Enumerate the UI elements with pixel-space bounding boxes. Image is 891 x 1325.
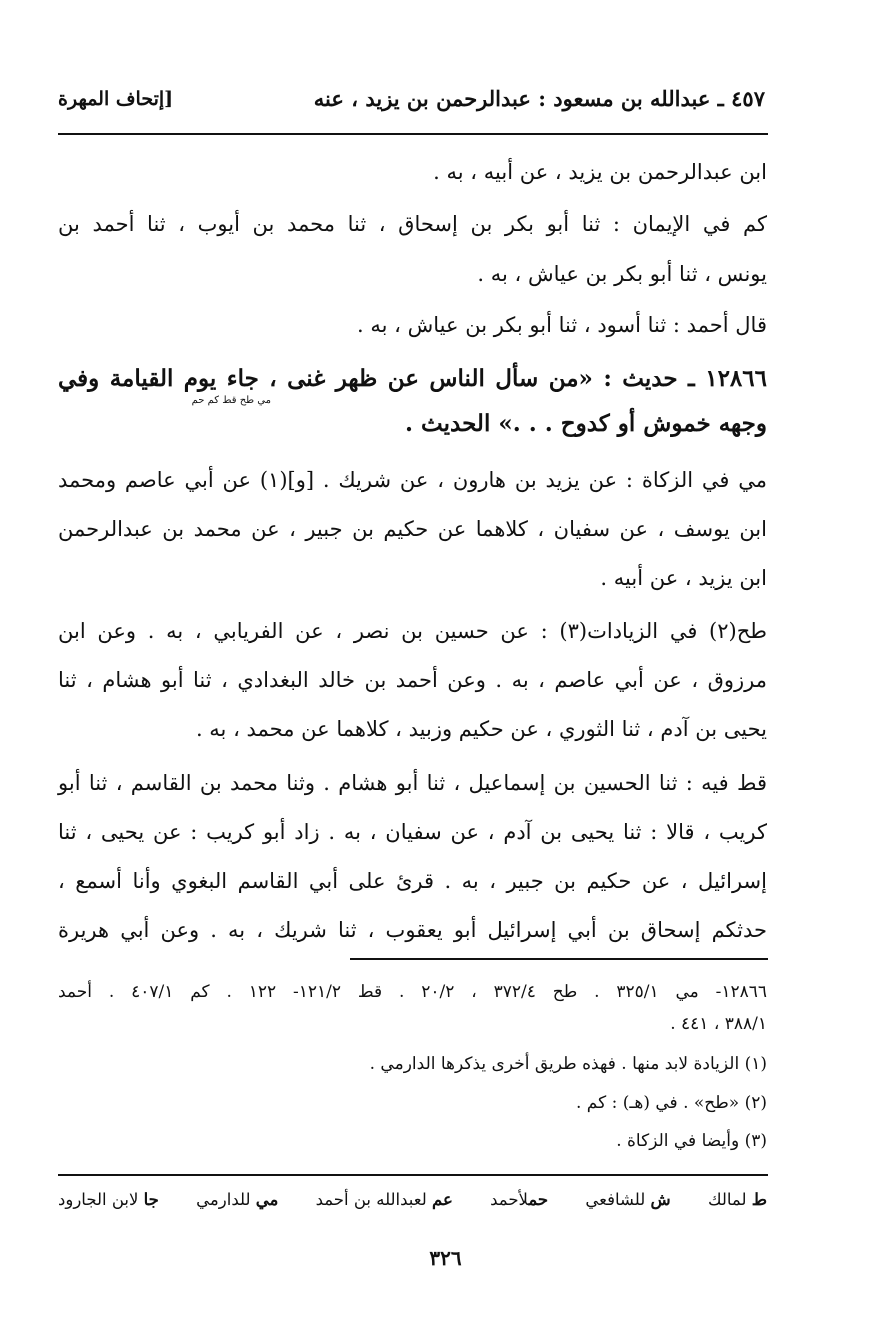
footnote-references: ١٢٨٦٦- مي ٣٢٥/١ . طح ٣٧٢/٤ ، ٢٠/٢ . قط ١٢١/٢- ١٢٢ . كم ٤٠٧/١ . أحمد bbox=[58, 982, 768, 1002]
abbreviation-item: عم لعبدالله بن أحمد bbox=[315, 1190, 453, 1209]
footnote: (١) الزيادة لابد منها . فهذه طريق أخرى يذكرها الدارمي . bbox=[369, 1054, 767, 1074]
body-line: مي في الزكاة : عن يزيد بن هارون ، عن شريك . [و](١) عن أبي عاصم ومحمد bbox=[58, 468, 767, 492]
hadith-sigla: مي طح قط كم حم bbox=[191, 395, 271, 406]
body-line: إسرائيل ، عن حكيم بن جبير ، به . قرئ على أبي القاسم البغوي وأنا أسمع ، bbox=[58, 869, 767, 893]
footnote-rule bbox=[350, 958, 768, 960]
body-line: قال أحمد : ثنا أسود ، ثنا أبو بكر بن عياش ، به . bbox=[357, 313, 767, 337]
body-line: طح(٢) في الزيادات(٣) : عن حسين بن نصر ، عن الفريابي ، به . وعن ابن bbox=[58, 619, 768, 643]
body-line: كم في الإيمان : ثنا أبو بكر بن إسحاق ، ثنا محمد بن أيوب ، ثنا أحمد بن bbox=[58, 212, 767, 236]
footnote: (٣) وأيضا في الزكاة . bbox=[616, 1131, 767, 1151]
abbreviation-item: مي للدارمي bbox=[196, 1190, 279, 1209]
body-line: ابن يوسف ، عن سفيان ، كلاهما عن حكيم بن جبير ، عن محمد بن عبدالرحمن bbox=[58, 517, 767, 541]
body-line: ابن عبدالرحمن بن يزيد ، عن أبيه ، به . bbox=[433, 160, 767, 184]
abbreviations-key bbox=[58, 1190, 767, 1209]
body-line: كريب ، قالا : ثنا يحيى بن آدم ، عن سفيان ، به . زاد أبو كريب : عن يحيى ، ثنا bbox=[58, 820, 767, 844]
abbreviation-item: حملأحمد bbox=[490, 1190, 549, 1209]
body-line: مرزوق ، عن أبي عاصم ، به . وعن أحمد بن خالد البغدادي ، ثنا أبو هشام ، ثنا bbox=[58, 668, 767, 692]
abbreviation-item: جا لابن الجارود bbox=[58, 1190, 159, 1209]
running-header-title: ٤٥٧ ـ عبدالله بن مسعود : عبدالرحمن بن يزيد ، عنه bbox=[313, 86, 765, 111]
abbreviation-item: ش للشافعي bbox=[585, 1190, 671, 1209]
header-rule bbox=[58, 133, 768, 135]
body-line: حدثكم إسحاق بن أبي إسرائيل أبو يعقوب ، ثنا شريك ، به . وعن أبي هريرة bbox=[58, 918, 767, 942]
body-line: يحيى بن آدم ، ثنا الثوري ، عن حكيم وزبيد ، كلاهما عن محمد ، به . bbox=[195, 717, 767, 741]
running-header-book: [إتحاف المهرة bbox=[58, 88, 174, 110]
body-line: ابن يزيد ، عن أبيه . bbox=[600, 566, 767, 590]
body-line: قط فيه : ثنا الحسين بن إسماعيل ، ثنا أبو هشام . وثنا محمد بن القاسم ، ثنا أبو bbox=[58, 771, 767, 795]
abbreviations-rule bbox=[58, 1174, 768, 1176]
hadith-heading: ١٢٨٦٦ ـ حديث : «من سأل الناس عن ظهر غنى ، جاء يوم القيامة وفي bbox=[58, 365, 767, 392]
page-number: ٣٢٦ bbox=[429, 1246, 462, 1270]
body-line: يونس ، ثنا أبو بكر بن عياش ، به . bbox=[477, 262, 767, 286]
footnote-references: ٣٨٨/١ ، ٤٤١ . bbox=[670, 1014, 767, 1034]
abbreviation-item: ط لمالك bbox=[707, 1190, 767, 1209]
footnote: (٢) «طح» . في (هـ) : كم . bbox=[576, 1093, 767, 1113]
hadith-heading: وجهه خموش أو كدوح . . .» الحديث . bbox=[405, 410, 767, 437]
